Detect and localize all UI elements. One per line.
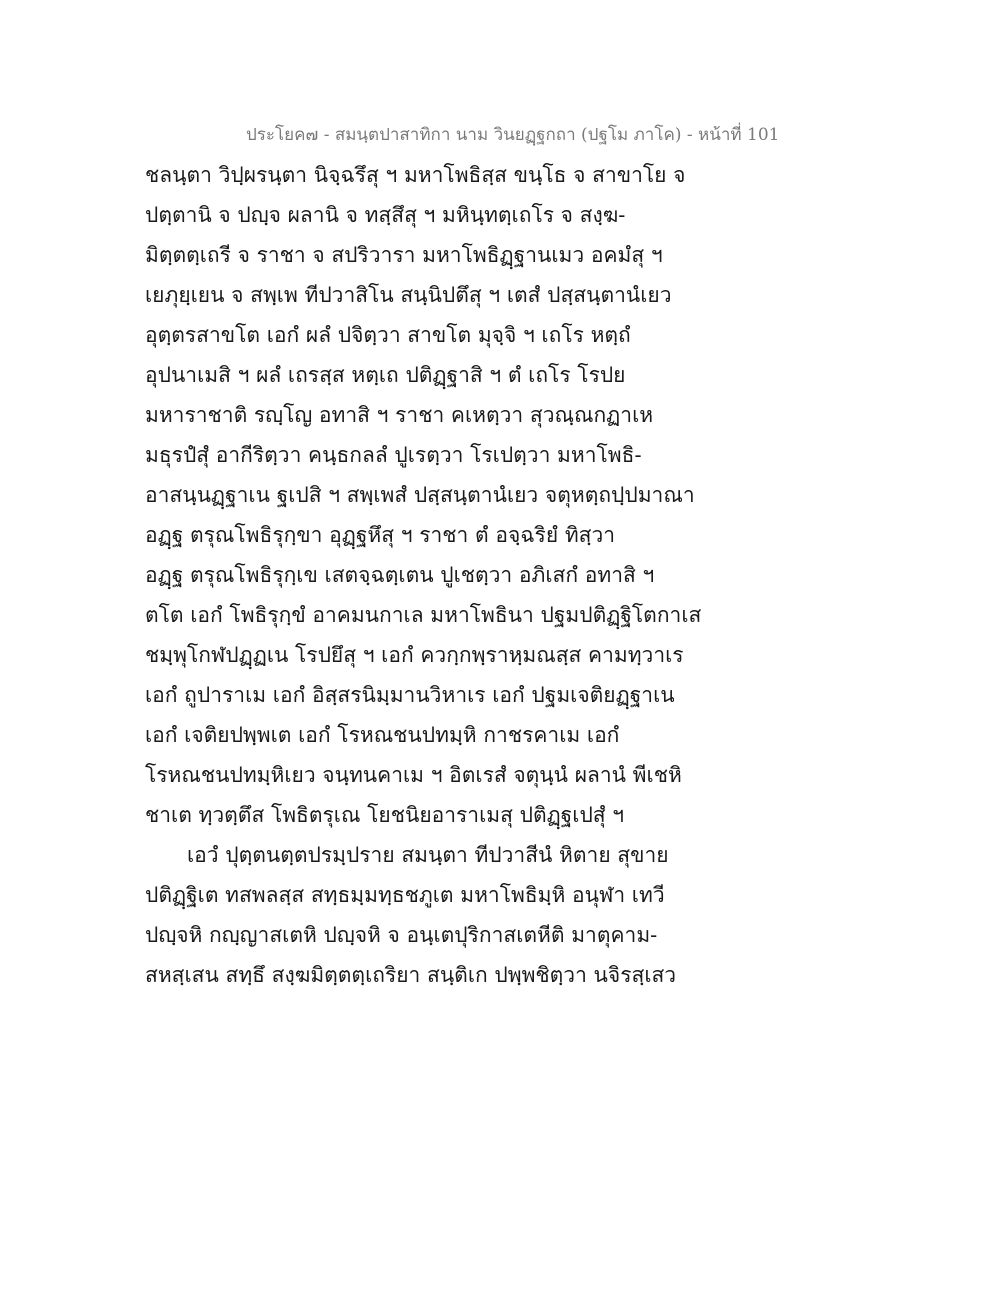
text-line: เอกํ เจติยปพฺพเต เอกํ โรหณชนปทมฺหิ กาชรคาเม เอกํ [145, 723, 620, 747]
text-line: เยภุยฺเยน จ สพฺเพ ทีปวาสิโน สนฺนิปตึสุ ฯ เตสํ ปสฺสนฺตานํเยว [145, 283, 672, 307]
text-line: ชลนฺตา วิปฺผรนฺตา นิจฺฉรึสุ ฯ มหาโพธิสฺส ขนฺโธ จ สาขาโย จ [145, 163, 686, 187]
text-line: โรหณชนปทมฺหิเยว จนฺทนคาเม ฯ อิตเรสํ จตุนฺนํ ผลานํ พีเชหิ [145, 763, 682, 787]
text-line: อฏฺฐ ตรุณโพธิรุกฺขา อุฏฺฐหึสุ ฯ ราชา ตํ อจฺฉริยํ ทิสฺวา [145, 523, 616, 547]
text-line: อุตฺตรสาขโต เอกํ ผลํ ปจิตฺวา สาขโต มุจฺจิ ฯ เถโร หตฺถํ [145, 323, 631, 347]
text-line: มหาราชาติ รญฺโญ อทาสิ ฯ ราชา คเหตฺวา สุวณฺณกฏาเห [145, 403, 654, 427]
text-line: อฏฺฐ ตรุณโพธิรุกฺเข เสตจฺฉตฺเตน ปูเชตฺวา อภิเสกํ อทาสิ ฯ [145, 563, 655, 587]
text-line: ชมฺพุโกฬปฏฺฏเน โรปยึสุ ฯ เอกํ ควกฺกพฺราหฺมณสฺส คามทฺวาเร [145, 643, 684, 667]
text-line: อาสนฺนฏฺฐาเน ฐเปสิ ฯ สพฺเพสํ ปสฺสนฺตานํเยว จตุหตฺถปฺปมาณา [145, 483, 695, 507]
text-line: ปญฺจหิ กญฺญาสเตหิ ปญฺจหิ จ อนฺเตปุริกาสเตหีติ มาตุคาม- [145, 923, 658, 947]
text-line: สหสฺเสน สทฺธึ สงฺฆมิตฺตตฺเถริยา สนฺติเก ปพฺพชิตฺวา นจิรสฺเสว [145, 963, 677, 987]
paragraph-start-line: เอวํ ปุตฺตนตฺตปรมฺปราย สมนฺตา ทีปวาสีนํ หิตาย สุขาย [187, 843, 669, 867]
text-line: ตโต เอกํ โพธิรุกฺขํ อาคมนกาเล มหาโพธินา ปฐมปติฏฺฐิโตกาเส [145, 603, 702, 627]
text-line: ชาเต ทฺวตฺตึส โพธิตรุเณ โยชนิยอาราเมสุ ปติฏฺฐเปสุํ ฯ [145, 803, 625, 827]
text-line: มธุรปํสุํ อากีริตฺวา คนฺธกลลํ ปูเรตฺวา โรเปตฺวา มหาโพธิ- [145, 443, 642, 467]
text-line: อุปนาเมสิ ฯ ผลํ เถรสฺส หตฺเถ ปติฏฺฐาสิ ฯ ตํ เถโร โรปย [145, 363, 626, 387]
text-line: ปตฺตานิ จ ปญฺจ ผลานิ จ ทสฺสึสุ ฯ มหินฺทตฺเถโร จ สงฺฆ- [145, 203, 626, 227]
text-line: มิตฺตตฺเถรี จ ราชา จ สปริวารา มหาโพธิฏฺฐานเมว อคมํสุ ฯ [145, 243, 663, 267]
running-header: ประโยค๗ - สมนฺตปาสาทิกา นาม วินยฏฺฐกถา (ปฐโม ภาโค) - หน้าที่ 101 [246, 125, 780, 145]
body-text [145, 158, 725, 998]
text-line: เอกํ ถูปาราเม เอกํ อิสฺสรนิมฺมานวิหาเร เอกํ ปฐมเจติยฏฺฐาเน [145, 683, 675, 707]
text-line: ปติฏฺฐิเต ทสพลสฺส สทฺธมฺมทฺธชภูเต มหาโพธิมฺหิ อนุฬา เทวี [145, 883, 665, 907]
